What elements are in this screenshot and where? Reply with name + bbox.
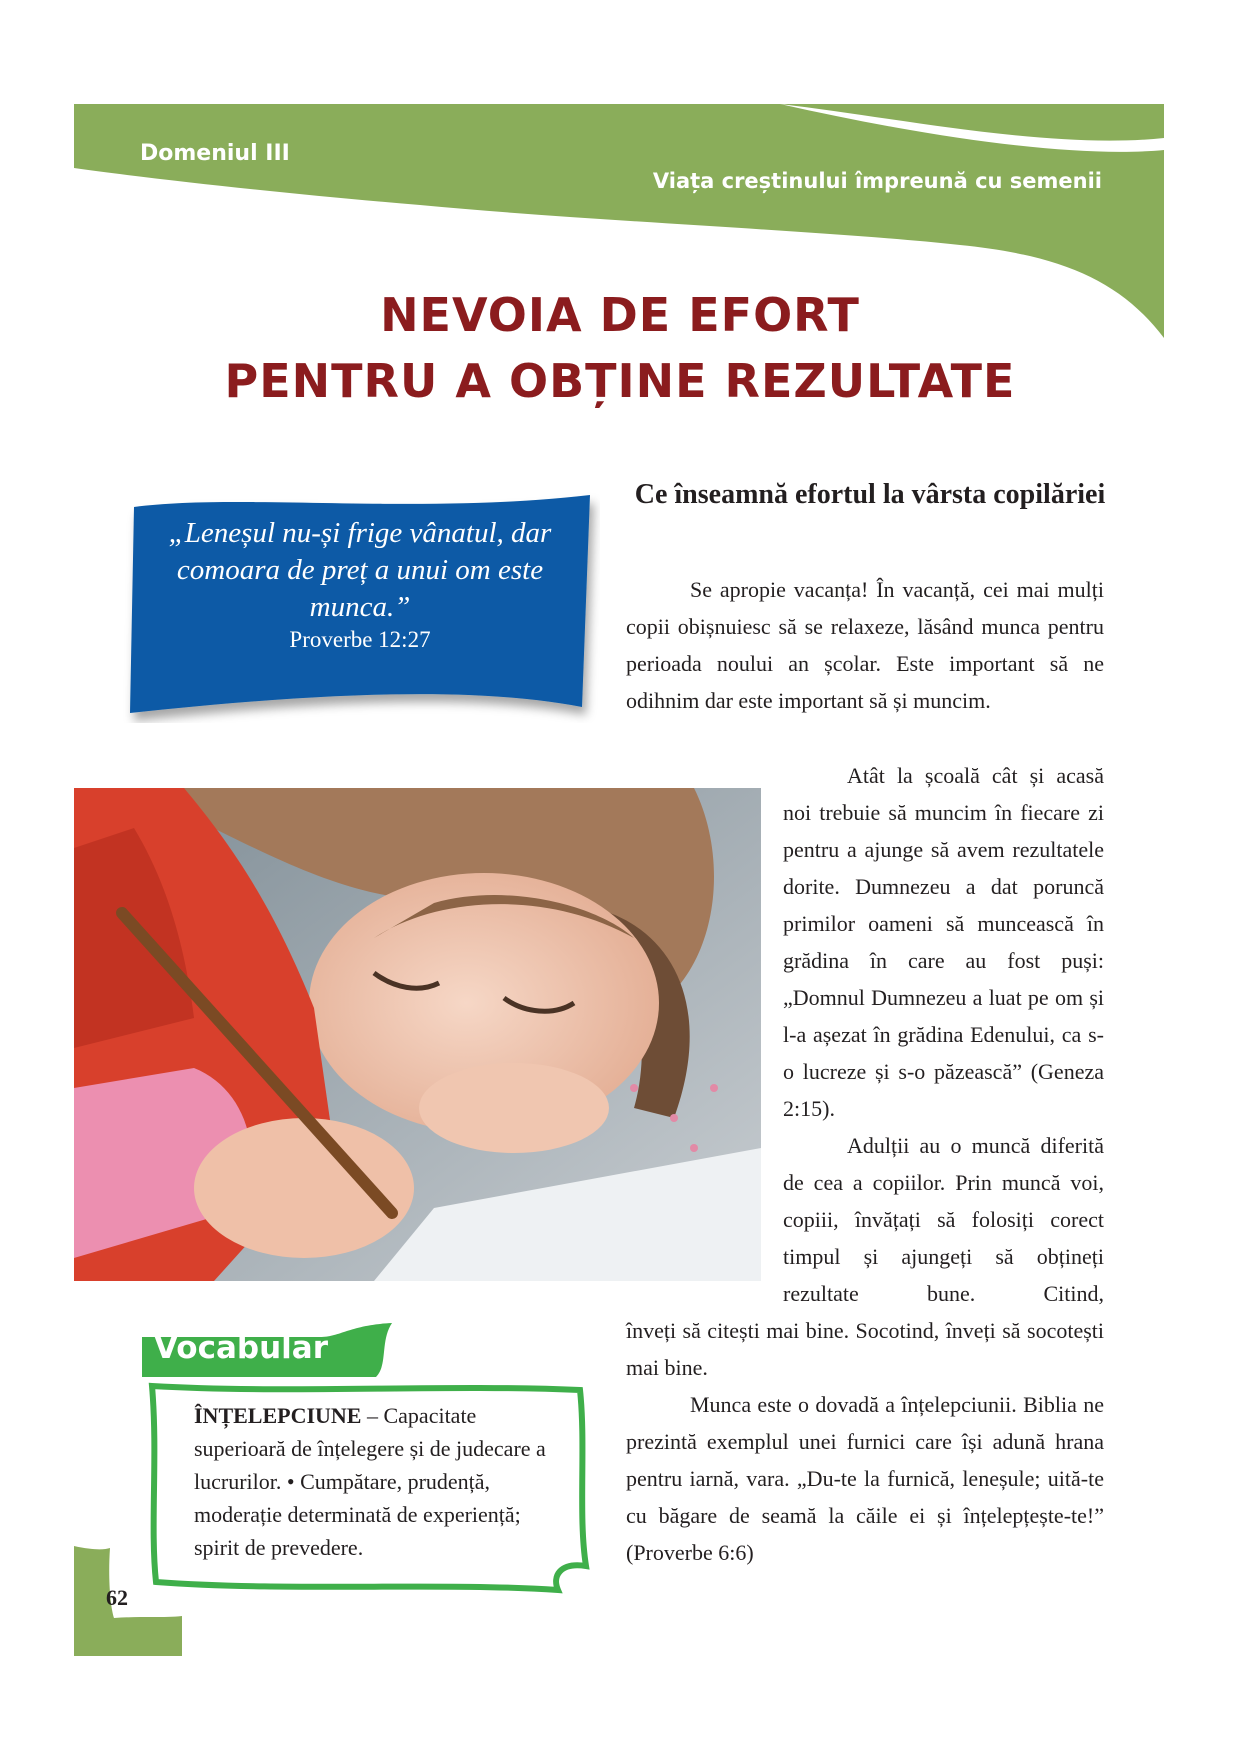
vocabulary-term: ÎNȚELEPCIUNE xyxy=(194,1403,362,1428)
paragraph-3-start: Adulții au o muncă diferită de cea a copiilor. Prin muncă voi, copiii, învățați să folosiți corect timpul și ajungeți să obțineți rezultate bune. Citind, xyxy=(783,1133,1104,1306)
title-line-2: PENTRU A OBȚINE REZULTATE xyxy=(224,354,1016,408)
quote-text: „Leneșul nu-și frige vânatul, dar comoara de preț a unui om este munca.” xyxy=(168,517,552,623)
article-subtitle: Ce înseamnă efortul la vârsta copilăriei xyxy=(634,479,1106,510)
domain-label: Domeniul III xyxy=(140,141,290,166)
vocabulary-definition: – Capacitate superioară de înțelegere și de judecare a lucrurilor. • Cumpătare, prudență, moderație determinată de experiență; spirit de prevedere. xyxy=(194,1403,546,1560)
title-line-1: NEVOIA DE EFORT xyxy=(380,288,860,342)
page-corner-mark xyxy=(74,1546,184,1656)
vocabulary-heading: Vocabular xyxy=(154,1330,328,1366)
section-label: Viața creștinului împreună cu semenii xyxy=(652,169,1102,193)
paragraph-4: Munca este o dovadă a înțelepciunii. Biblia ne prezintă exemplul unei furnici care își adună hrana pentru iarnă, vara. „Du-te la furnică, leneșule; uită-te cu băgare de seamă la căile ei și înțelepțește-te!” (Proverbe 6:6) xyxy=(626,1392,1104,1565)
photo-child-writing xyxy=(74,788,761,1281)
photo-illustration xyxy=(74,788,761,1281)
paragraph-3-end: înveți să citești mai bine. Socotind, înveți să socotești mai bine. xyxy=(626,1318,1104,1380)
quote-reference: Proverbe 12:27 xyxy=(289,627,431,652)
page-title xyxy=(150,282,1090,414)
quote-card xyxy=(120,485,600,723)
page-number: 62 xyxy=(106,1585,128,1610)
paragraph-2: Atât la școală cât și acasă noi trebuie să muncim în fiecare zi pentru a ajunge să avem rezultatele dorite. Dumnezeu a dat poruncă primilor oameni să muncească în grădina în care au fost puși: „Domnul Dumnezeu a luat pe om și l-a așezat în grădina Edenului, ca s-o lucreze și s-o păzească” (Geneza 2:15). xyxy=(783,763,1104,1121)
vocabulary-entry xyxy=(194,1399,554,1564)
paragraph-1: Se apropie vacanța! În vacanță, cei mai mulți copii obișnuiesc să se relaxeze, lăsând munca pentru perioada noului an școlar. Este important să ne odihnim dar este important să și muncim. xyxy=(626,577,1104,713)
